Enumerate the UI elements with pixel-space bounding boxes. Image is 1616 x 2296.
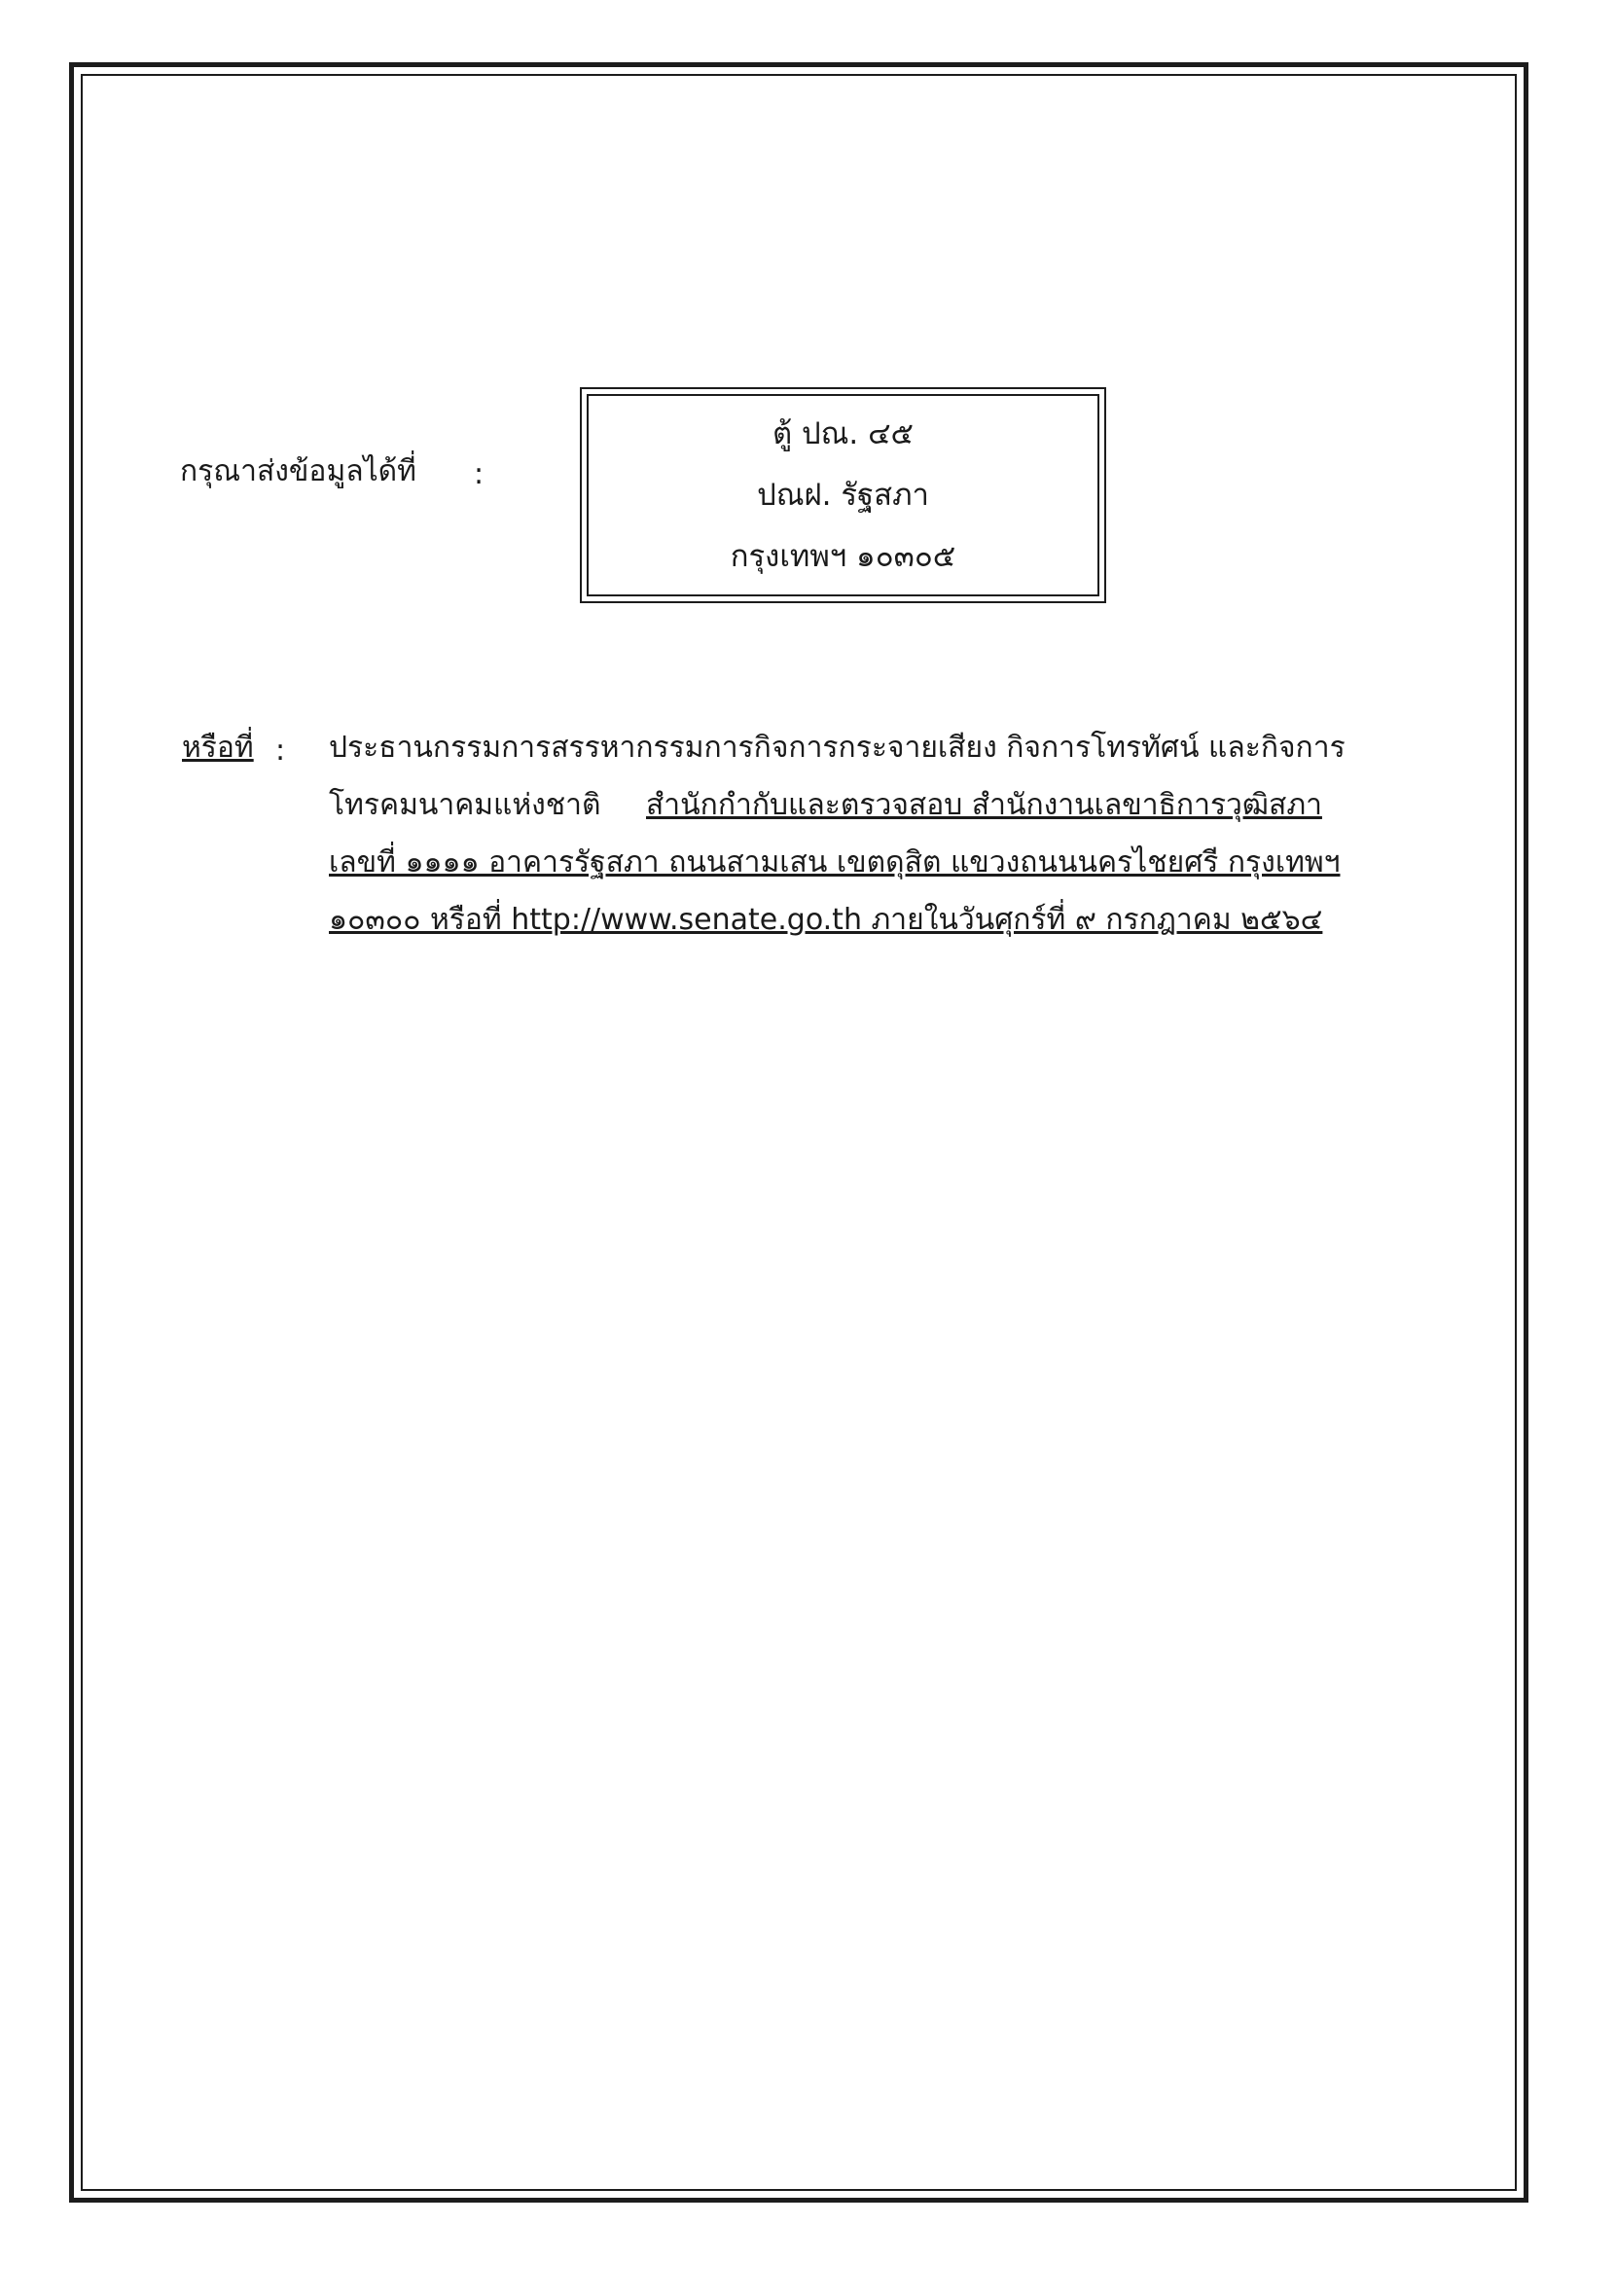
alternative-line-2-office: สำนักกำกับและตรวจสอบ สำนักงานเลขาธิการวุฒิสภา [646, 788, 1322, 822]
alternative-line-1: ประธานกรรมการสรรหากรรมการกิจการกระจายเสียง กิจการโทรทัศน์ และกิจการ [329, 731, 1346, 765]
address-line-post-office: ปณฝ. รัฐสภา [757, 478, 929, 513]
alternative-line-2-committee: โทรคมนาคมแห่งชาติ [329, 788, 601, 822]
alternative-line-4: ๑๐๓๐๐ หรือที่ http://www.senate.go.th ภายในวันศุกร์ที่ ๙ กรกฎาคม ๒๕๖๔ [329, 903, 1323, 937]
send-info-colon: : [474, 457, 485, 491]
alternative-colon: : [275, 734, 286, 768]
alternative-label: หรือที่ [182, 731, 254, 765]
address-line-po-box: ตู้ ปณ. ๔๕ [772, 416, 915, 451]
alternative-line-3: เลขที่ ๑๑๑๑ อาคารรัฐสภา ถนนสามเสน เขตดุสิต แขวงถนนนครไชยศรี กรุงเทพฯ [329, 845, 1341, 879]
send-info-label: กรุณาส่งข้อมูลได้ที่ [180, 454, 416, 488]
address-line-city: กรุงเทพฯ ๑๐๓๐๕ [730, 539, 956, 574]
